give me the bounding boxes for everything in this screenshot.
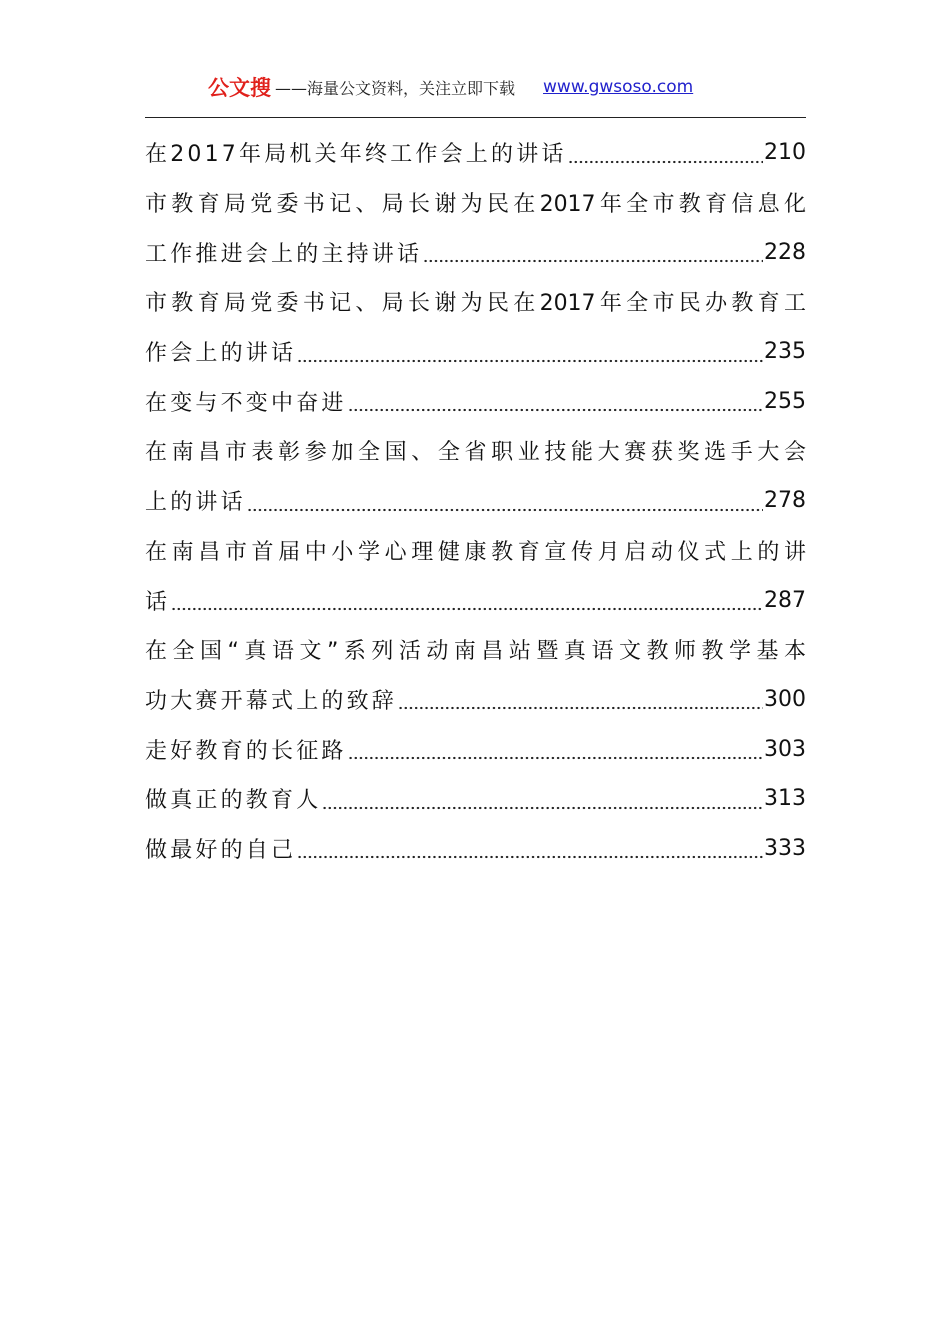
toc-entry-title: 在变与不变中奋进 bbox=[145, 390, 347, 416]
toc-leader-dots bbox=[322, 788, 763, 810]
brand-logo-text: 公文搜 bbox=[208, 76, 271, 100]
page-header bbox=[145, 70, 806, 104]
toc-entry-title: 作会上的讲话 bbox=[145, 341, 297, 367]
toc-entry-line[interactable] bbox=[145, 426, 806, 476]
toc-entry[interactable] bbox=[145, 128, 806, 178]
toc-entry[interactable] bbox=[145, 227, 806, 277]
toc-leader-dots bbox=[348, 390, 763, 412]
toc-leader-dots bbox=[297, 837, 763, 859]
site-link[interactable]: www.gwsoso.com bbox=[543, 77, 694, 97]
toc-entry-title: 上的讲话 bbox=[145, 490, 246, 516]
toc-page-number: 235 bbox=[764, 339, 806, 365]
toc-leader-dots bbox=[297, 341, 763, 363]
toc-page-number: 303 bbox=[764, 736, 806, 762]
toc-leader-dots bbox=[171, 589, 763, 611]
toc-entry-title: 做最好的自己 bbox=[145, 837, 297, 863]
table-of-contents bbox=[145, 128, 806, 873]
header-divider bbox=[145, 117, 806, 118]
toc-entry[interactable] bbox=[145, 824, 806, 874]
toc-page-number: 333 bbox=[764, 835, 806, 861]
toc-entry-title: 在南昌市表彰参加全国、全省职业技能大赛获奖选手大会 bbox=[145, 440, 806, 466]
toc-entry-title: 话 bbox=[145, 589, 171, 615]
toc-entry-title: 在全国“真语文”系列活动南昌站暨真语文教师教学基本 bbox=[145, 639, 806, 665]
toc-leader-dots bbox=[398, 688, 763, 710]
toc-leader-dots bbox=[247, 490, 763, 512]
toc-entry[interactable] bbox=[145, 476, 806, 526]
toc-page-number: 278 bbox=[764, 488, 806, 514]
toc-entry-line[interactable] bbox=[145, 178, 806, 228]
toc-entry-title: 在南昌市首届中小学心理健康教育宣传月启动仪式上的讲 bbox=[145, 539, 806, 565]
toc-entry-title: 做真正的教育人 bbox=[145, 788, 322, 814]
toc-leader-dots bbox=[423, 241, 763, 263]
toc-entry-line[interactable] bbox=[145, 625, 806, 675]
header-slogan: ——海量公文资料，关注立即下载 bbox=[275, 78, 516, 98]
toc-leader-dots bbox=[348, 738, 763, 760]
toc-entry-title: 工作推进会上的主持讲话 bbox=[145, 241, 423, 267]
toc-leader-dots bbox=[568, 142, 763, 164]
toc-entry-title: 功大赛开幕式上的致辞 bbox=[145, 688, 398, 714]
toc-entry-line[interactable] bbox=[145, 277, 806, 327]
toc-entry-line[interactable] bbox=[145, 526, 806, 576]
toc-entry[interactable] bbox=[145, 774, 806, 824]
toc-page-number: 313 bbox=[764, 786, 806, 812]
toc-entry-title: 走好教育的长征路 bbox=[145, 738, 347, 764]
toc-entry-title: 市教育局党委书记、局长谢为民在2017年全市教育信息化 bbox=[145, 192, 806, 218]
toc-entry[interactable] bbox=[145, 675, 806, 725]
toc-page-number: 210 bbox=[764, 140, 806, 166]
toc-entry[interactable] bbox=[145, 575, 806, 625]
toc-entry-title: 市教育局党委书记、局长谢为民在2017年全市民办教育工 bbox=[145, 291, 806, 317]
toc-entry[interactable] bbox=[145, 327, 806, 377]
toc-entry[interactable] bbox=[145, 376, 806, 426]
toc-entry[interactable] bbox=[145, 724, 806, 774]
toc-page-number: 255 bbox=[764, 388, 806, 414]
toc-entry-title: 在2017年局机关年终工作会上的讲话 bbox=[145, 142, 567, 168]
toc-page-number: 300 bbox=[764, 686, 806, 712]
toc-page-number: 228 bbox=[764, 239, 806, 265]
toc-page-number: 287 bbox=[764, 587, 806, 613]
